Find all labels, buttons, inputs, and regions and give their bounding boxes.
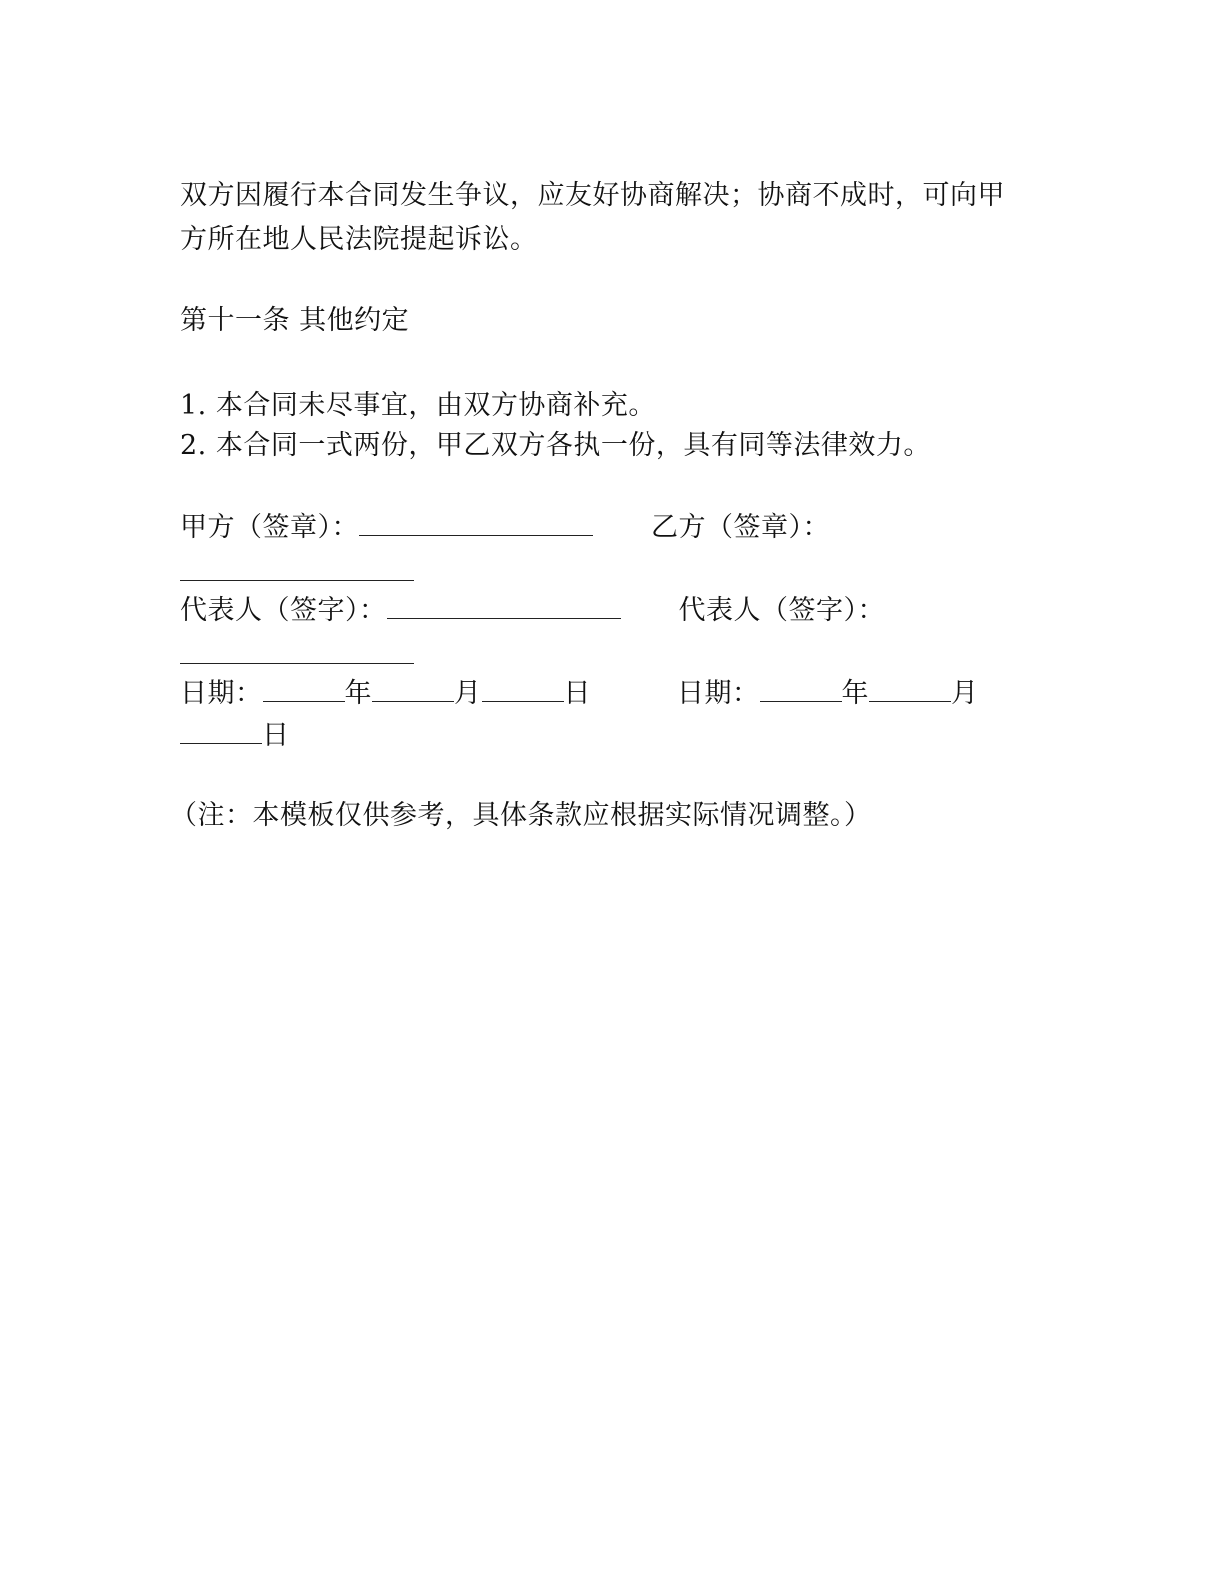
rep-a-blank[interactable] [387,594,621,619]
party-a-seal-label: 甲方（签章）： [180,512,359,543]
date-a-month-blank[interactable] [372,677,454,702]
date-b-year-blank[interactable] [760,677,842,702]
party-a-seal-blank[interactable] [359,511,593,536]
template-note: （注：本模板仅供参考，具体条款应根据实际情况调整。） [170,800,872,831]
date-b-day-row [180,718,290,754]
date-a-month-label: 月 [454,678,482,709]
party-b-seal-label: 乙方（签章）： [651,512,830,543]
rep-a-label: 代表人（签字）： [180,595,387,626]
date-a-year-label: 年 [344,678,372,709]
representative-row [180,593,885,629]
dispute-paragraph-line-1: 双方因履行本合同发生争议，应友好协商解决；协商不成时，可向甲 [180,180,1005,211]
article-11-item-2: 2. 本合同一式两份，甲乙双方各执一份，具有同等法律效力。 [180,430,931,461]
party-seal-row [180,510,830,546]
party-b-seal-blank[interactable] [180,580,414,581]
date-a-day-blank[interactable] [482,677,564,702]
rep-b-label: 代表人（签字）： [678,595,885,626]
date-b-year-label: 年 [841,678,869,709]
date-b-label: 日期： [677,678,760,709]
date-a-year-blank[interactable] [263,677,345,702]
date-a-day-label: 日 [563,678,591,709]
date-a-label: 日期： [180,678,263,709]
date-b-day-label: 日 [262,720,290,751]
rep-b-blank[interactable] [180,663,414,664]
article-11-heading: 第十一条 其他约定 [180,305,410,336]
dispute-paragraph-line-2: 方所在地人民法院提起诉讼。 [180,224,538,255]
date-b-month-blank[interactable] [869,677,951,702]
date-row [180,676,979,712]
date-b-day-blank[interactable] [180,719,262,744]
article-11-item-1: 1. 本合同未尽事宜，由双方协商补充。 [180,390,656,421]
date-b-month-label: 月 [951,678,979,709]
